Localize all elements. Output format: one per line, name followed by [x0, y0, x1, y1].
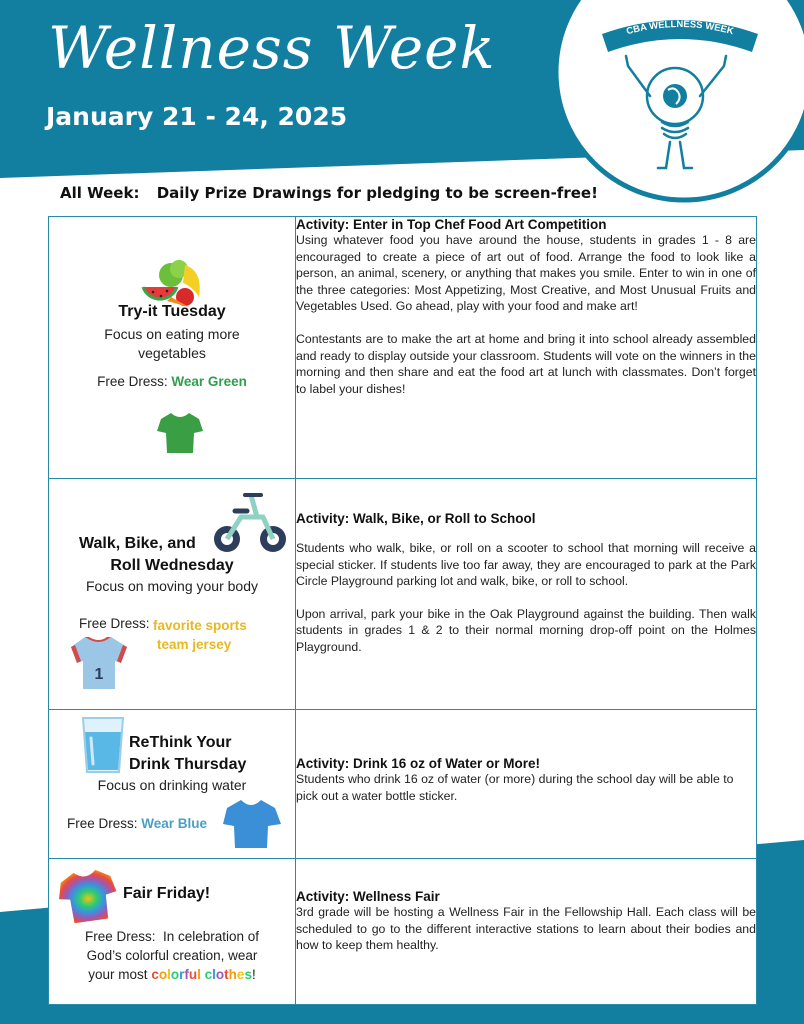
- free-dress-text: In celebration of: [162, 929, 260, 944]
- activity-cell-wednesday: [296, 479, 757, 710]
- activity-paragraph: 3rd grade will be hosting a Wellness Fair in the Fellowship Hall. Each class will be scheduled to go to the different interactive stations to learn about their bodies and how to keep them healthy.: [296, 905, 756, 953]
- activity-paragraph: Students who drink 16 oz of water (or more) during the school day will be able to pick out a water bottle sticker.: [296, 772, 734, 803]
- activity-paragraph: Contestants are to make the art at home and bring it into school already assembled and ready to display outside your classroom. Students will vote on the winners in the morning and then share and eat the food art at lunch with classmates. Don’t forget to label your dishes!: [296, 331, 756, 396]
- activity-title-wednesday: Activity: Walk, Bike, or Roll to School: [296, 511, 536, 526]
- table-row: [49, 217, 757, 479]
- free-dress-label: Free Dress:: [97, 374, 168, 389]
- table-row: [49, 859, 757, 1005]
- tie-dye-shirt-icon: [59, 867, 119, 925]
- activity-cell-thursday: [296, 710, 757, 859]
- fruits-vegetables-icon: [137, 257, 209, 309]
- balance-bike-icon: [211, 487, 289, 557]
- day-cell-friday: [49, 859, 296, 1005]
- free-dress-value: Wear Green: [171, 374, 247, 389]
- day-title-friday: Fair Friday!: [123, 885, 211, 902]
- activity-title-tuesday: Activity: Enter in Top Chef Food Art Competition: [296, 217, 607, 232]
- free-dress-value: Wear Blue: [141, 816, 208, 831]
- activity-cell-friday: [296, 859, 757, 1005]
- focus-tuesday: Focus on eating more vegetables: [104, 326, 240, 361]
- free-dress-label: Free Dress:: [79, 616, 150, 631]
- free-dress-text: your most: [88, 967, 148, 982]
- day-cell-tuesday: [49, 217, 296, 479]
- day-cell-wednesday: [49, 479, 296, 710]
- table-row: [49, 710, 757, 859]
- colorful-clothes-text: colorful clothes: [151, 967, 252, 982]
- water-glass-icon: [81, 716, 125, 774]
- activity-title-friday: Activity: Wellness Fair: [296, 889, 440, 904]
- activity-cell-tuesday: [296, 217, 757, 479]
- day-cell-thursday: [49, 710, 296, 859]
- table-row: [49, 479, 757, 710]
- activity-paragraph: Students who walk, bike, or roll on a scooter to school that morning will receive a special sticker. If students live too far away, they are encouraged to park at the Park Circle Playground parking lot and walk, bike, or roll to school.: [296, 541, 756, 589]
- all-week-text: Daily Prize Drawings for pledging to be screen-free!: [156, 184, 598, 202]
- free-dress-text: God’s colorful creation, wear: [86, 948, 258, 963]
- page-title: Wellness Week: [48, 14, 496, 82]
- all-week-label: All Week:: [60, 184, 140, 202]
- logo-text: CBA WELLNESS WEEK: [625, 18, 735, 38]
- free-dress-friday: [49, 927, 295, 984]
- green-tshirt-icon: [157, 411, 203, 455]
- svg-text:1: 1: [94, 666, 104, 683]
- event-dates: January 21 - 24, 2025: [46, 102, 348, 131]
- activity-title-thursday: Activity: Drink 16 oz of Water or More!: [296, 756, 541, 771]
- day-title-wednesday-line2: Roll Wednesday: [110, 557, 234, 574]
- day-title-wednesday-line1: Walk, Bike, and: [79, 535, 196, 552]
- free-dress-text: !: [251, 967, 256, 982]
- focus-thursday: Focus on drinking water: [97, 777, 247, 793]
- free-dress-label: Free Dress:: [67, 816, 138, 831]
- free-dress-value: favorite sports team jersey: [153, 618, 247, 652]
- wellness-logo: [600, 18, 760, 186]
- schedule-table: [48, 216, 757, 1005]
- free-dress-wednesday: [79, 616, 150, 631]
- free-dress-thursday: [67, 816, 207, 831]
- sports-jersey-icon: [69, 635, 127, 691]
- all-week-banner: [60, 184, 598, 202]
- blue-tshirt-icon: [223, 798, 281, 850]
- free-dress-label: Free Dress:: [84, 929, 156, 944]
- day-title-thursday-line1: ReThink Your: [129, 734, 232, 751]
- day-title-thursday-line2: Drink Thursday: [129, 756, 247, 773]
- activity-paragraph: Upon arrival, park your bike in the Oak Playground against the building. Then walk students in grades 1 & 2 to their normal morning drop-off point on the Holmes Playground.: [296, 606, 756, 654]
- free-dress-tuesday: [49, 374, 295, 389]
- focus-wednesday: Focus on moving your body: [86, 578, 258, 594]
- activity-paragraph: Using whatever food you have around the house, students in grades 1 - 8 are encouraged to create a piece of art out of food. Arrange the food to look like a person, an animal, scenery, or anything that makes you smile. Enter to win in one of the three categories: Most Appetizing, Most Creative, and Most Unusual Fruits and Vegetables Used. Go ahead, play with your food and make art!: [296, 233, 756, 314]
- day-title-tuesday: Try-it Tuesday: [118, 303, 226, 320]
